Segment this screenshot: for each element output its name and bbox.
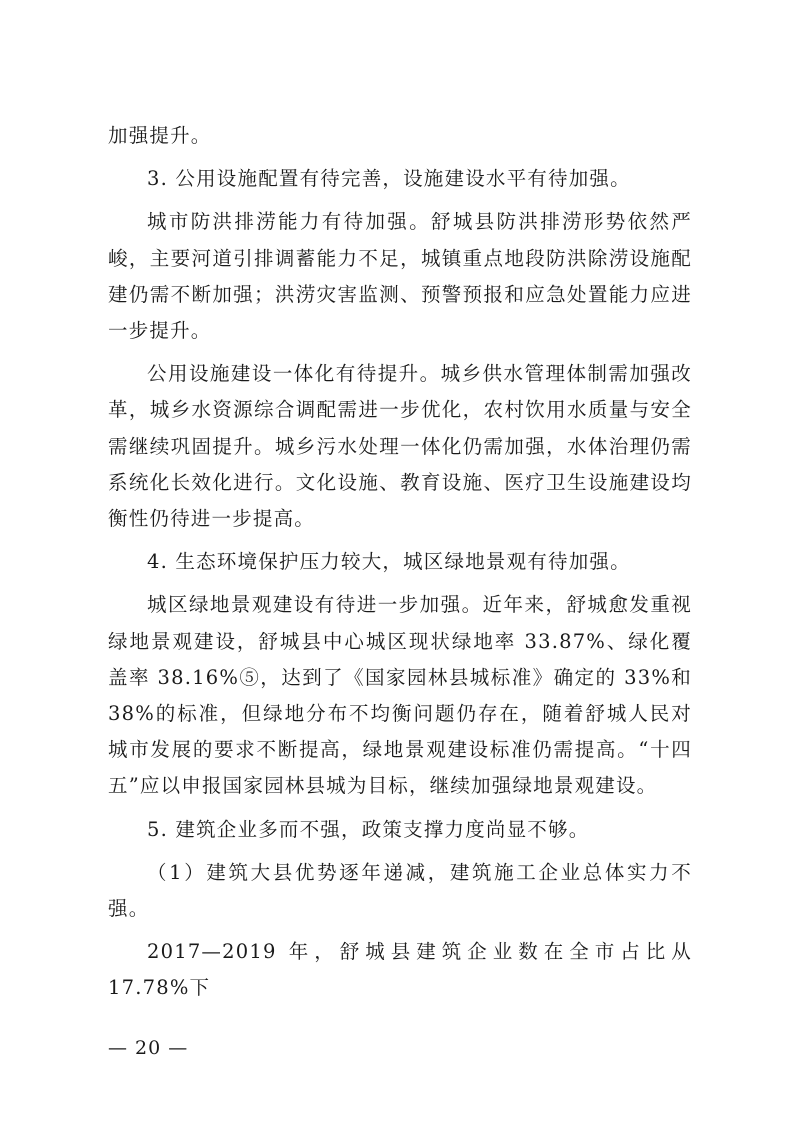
paragraph-continuation: 加强提升。 bbox=[108, 124, 212, 147]
section-heading-3: 3. 公用设施配置有待完善，设施建设水平有待加强。 bbox=[147, 167, 631, 191]
paragraph-public-facilities: 公用设施建设一体化有待提升。城乡供水管理体制需加强改革，城乡水资源综合调配需进一步优化，农村饮用水质量与安全需继续巩固提升。城乡污水处理一体化仍需加强，水体治理仍需系统化长效化进行。文化设施、教育设施、医疗卫生设施建设均衡性仍待进一步提高。 bbox=[108, 362, 692, 531]
paragraph-construction-stats: 2017—2019 年，舒城县建筑企业数在全市占比从 17.78%下 bbox=[108, 940, 692, 1000]
subsection-heading-1: （1）建筑大县优势逐年递减，建筑施工企业总体实力不强。 bbox=[108, 860, 692, 921]
paragraph-flood-control: 城市防洪排涝能力有待加强。舒城县防洪排涝形势依然严峻，主要河道引排调蓄能力不足，城镇重点地段防洪除涝设施配建仍需不断加强；洪涝灾害监测、预警预报和应急处置能力应进一步提升。 bbox=[108, 210, 692, 343]
section-heading-4: 4. 生态环境保护压力较大，城区绿地景观有待加强。 bbox=[147, 550, 631, 574]
page-number: — 20 — bbox=[108, 1037, 189, 1059]
paragraph-green-space: 城区绿地景观建设有待进一步加强。近年来，舒城愈发重视绿地景观建设，舒城县中心城区现状绿地率 33.87%、绿化覆盖率 38.16%⑤，达到了《国家园林县城标准》确定的 33%和 38%的标准，但绿地分布不均衡问题仍存在，随着舒城人民对城市发展的要求不断提高，绿地景观建设标准仍需提高。“十四五”应以申报国家园林县城为目标，继续加强绿地景观建设。 bbox=[108, 593, 692, 798]
section-heading-5: 5. 建筑企业多而不强，政策支撑力度尚显不够。 bbox=[147, 817, 590, 841]
body-text bbox=[108, 118, 692, 1007]
